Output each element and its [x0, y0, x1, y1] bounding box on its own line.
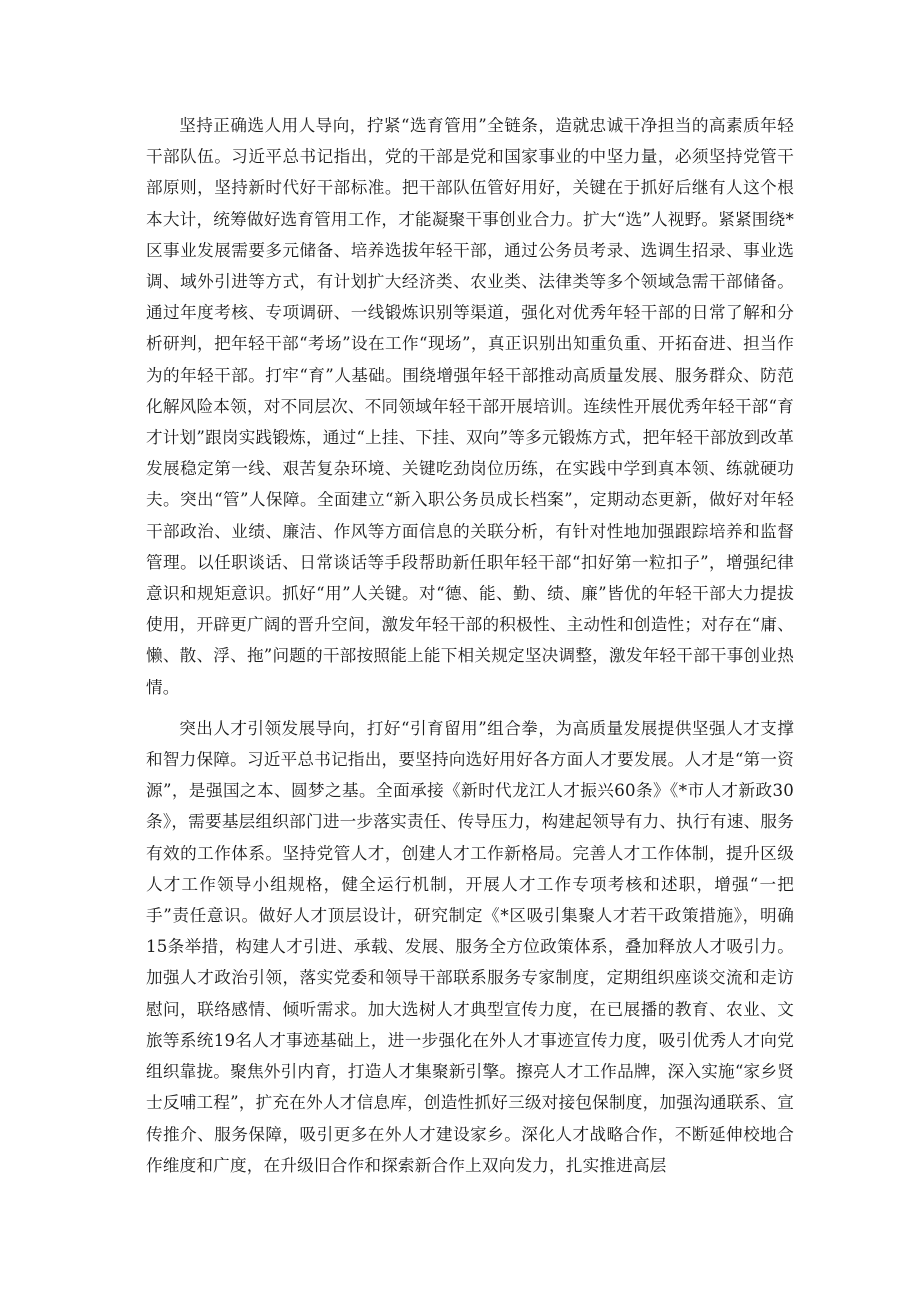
paragraph-cadre-selection: 坚持正确选人用人导向，拧紧“选育管用”全链条，造就忠诚干净担当的高素质年轻干部队伍。习近平总书记指出，党的干部是党和国家事业的中坚力量，必须坚持党管干部原则，坚持新时代好干部标准。把干部队伍管好用好，关键在于抓好后继有人这个根本大计，统筹做好选育管用工作，才能凝聚干事创业合力。扩大“选”人视野。紧紧围绕*区事业发展需要多元储备、培养选拔年轻干部，通过公务员考录、选调生招录、事业选调、域外引进等方式，有计划扩大经济类、农业类、法律类等多个领域急需干部储备。通过年度考核、专项调研、一线锻炼识别等渠道，强化对优秀年轻干部的日常了解和分析研判，把年轻干部“考场”设在工作“现场”，真正识别出知重负重、开拓奋进、担当作为的年轻干部。打牢“育”人基础。围绕增强年轻干部推动高质量发展、服务群众、防范化解风险本领，对不同层次、不同领域年轻干部开展培训。连续性开展优秀年轻干部“育才计划”跟岗实践锻炼，通过“上挂、下挂、双向”等多元锻炼方式，把年轻干部放到改革发展稳定第一线、艰苦复杂环境、关键吃劲岗位历练，在实践中学到真本领、练就硬功夫。突出“管”人保障。全面建立“新入职公务员成长档案”，定期动态更新，做好对年轻干部政治、业绩、廉洁、作风等方面信息的关联分析，有针对性地加强跟踪培养和监督管理。以任职谈话、日常谈话等手段帮助新任职年轻干部“扣好第一粒扣子”，增强纪律意识和规矩意识。抓好“用”人关键。对“德、能、勤、绩、廉”皆优的年轻干部大力提拔使用，开辟更广阔的晋升空间，激发年轻干部的积极性、主动性和创造性；对存在“庸、懒、散、浮、拖”问题的干部按照能上能下相关规定坚决调整，激发年轻干部干事创业热情。 — [146, 116, 794, 697]
paragraph-talent-development: 突出人才引领发展导向，打好“引育留用”组合拳，为高质量发展提供坚强人才支撑和智力保障。习近平总书记指出，要坚持向选好用好各方面人才要发展。人才是“第一资源”，是强国之本、圆梦之基。全面承接《新时代龙江人才振兴60条》《*市人才新政30条》，需要基层组织部门进一步落实责任、传导压力，构建起领导有力、执行有速、服务有效的工作体系。坚持党管人才，创建人才工作新格局。完善人才工作体制，提升区级人才工作领导小组规格，健全运行机制，开展人才工作专项考核和述职，增强“一把手”责任意识。做好人才顶层设计，研究制定《*区吸引集聚人才若干政策措施》，明确15条举措，构建人才引进、承载、发展、服务全方位政策体系，叠加释放人才吸引力。加强人才政治引领，落实党委和领导干部联系服务专家制度，定期组织座谈交流和走访慰问，联络感情、倾听需求。加大选树人才典型宣传力度，在已展播的教育、农业、文旅等系统19名人才事迹基础上，进一步强化在外人才事迹宣传力度，吸引优秀人才向党组织靠拢。聚焦外引内育，打造人才集聚新引擎。擦亮人才工作品牌，深入实施“家乡贤士反哺工程”，扩充在外人才信息库，创造性抓好三级对接包保制度，加强沟通联系、宣传推介、服务保障，吸引更多在外人才建设家乡。深化人才战略合作，不断延伸校地合作维度和广度，在升级旧合作和探索新合作上双向发力，扎实推进高层 — [146, 718, 794, 1175]
document-body — [146, 110, 794, 1181]
